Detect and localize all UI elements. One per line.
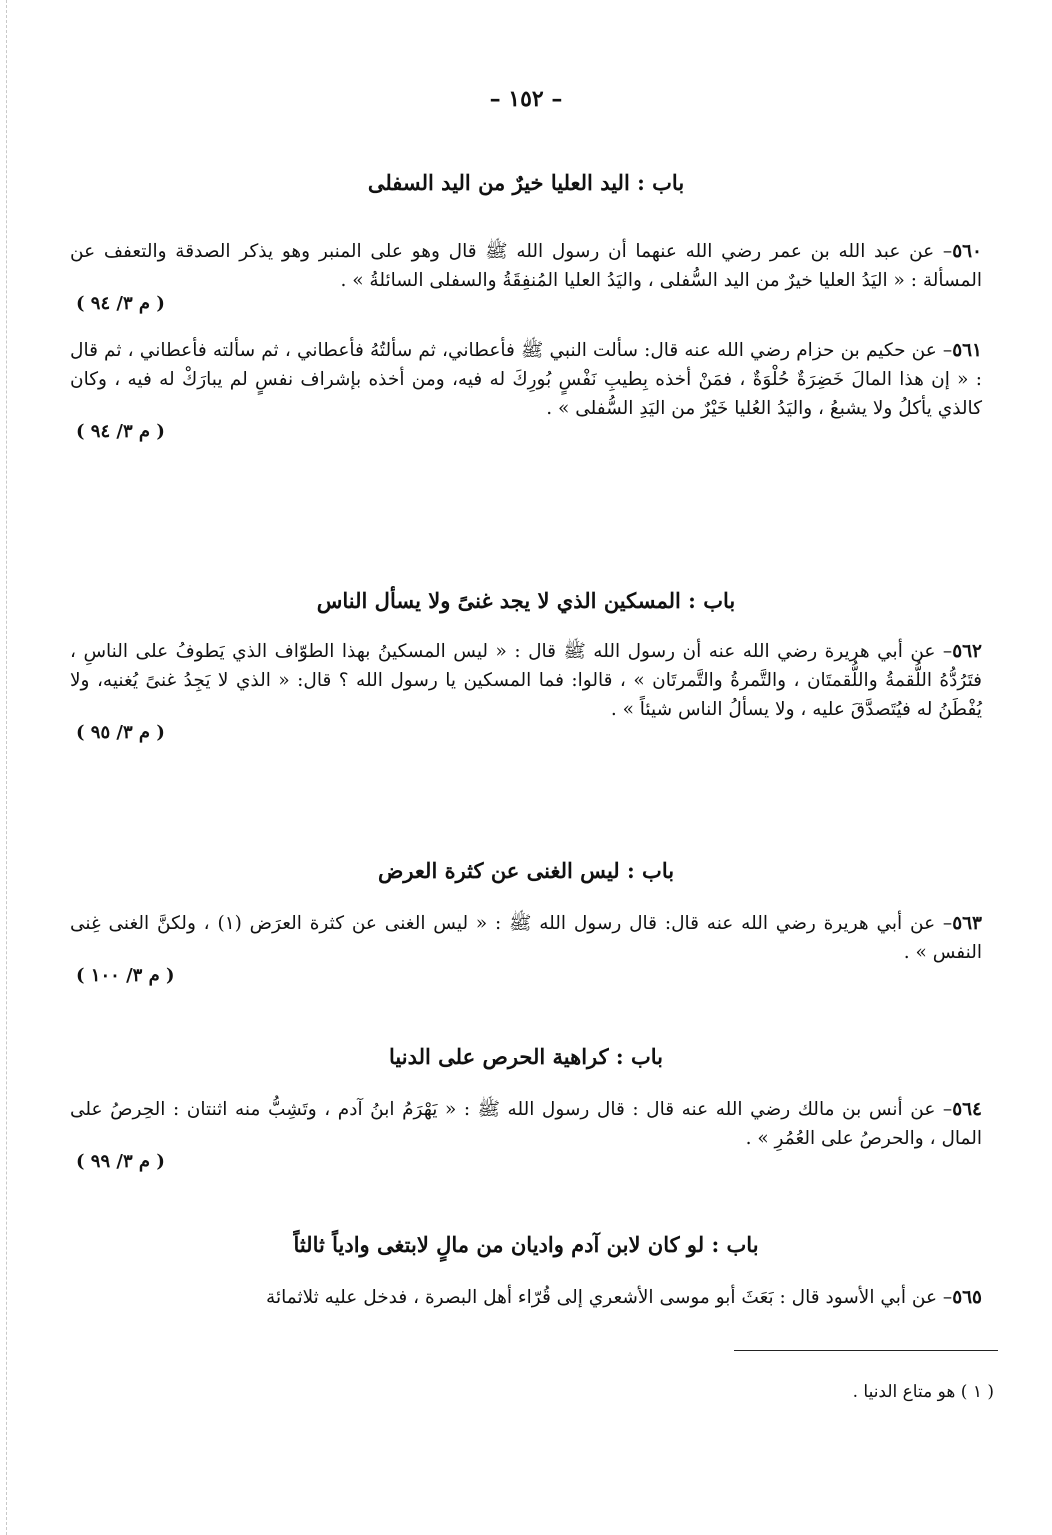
scan-edge — [6, 0, 7, 1535]
hadith-562 — [70, 637, 982, 724]
hadith-reference: ( م ٣/ ٩٩ ) — [76, 1151, 165, 1172]
hadith-number: ٥٦٤ — [952, 1099, 982, 1120]
chapter-3 — [70, 858, 982, 986]
hadith-561 — [70, 336, 982, 423]
hadith-560 — [70, 237, 982, 295]
chapter-1 — [70, 170, 982, 442]
hadith-text: – عن أبي هريرة رضي الله عنه أن رسول الله ﷺ قال : « ليس المسكينُ بهذا الطوّاف الذي يَطوفُ على الناسِ ، فتَرُدُّهُ اللُّقمةُ واللُّقمتَان ، والتَّمرةُ والتَّمرتَان » ، قالوا: فما المسكين يا رسول الله ؟ قال: « الذي لا يَجِدُ غنىً يُغنيه، ولا يُفْطَنُ له فيُتَصدَّقَ عليه ، ولا يسألُ الناس شيئاً » . — [70, 641, 982, 720]
hadith-reference: ( م ٣/ ٩٤ ) — [76, 421, 165, 442]
hadith-565 — [70, 1283, 982, 1312]
hadith-text: – عن أبي الأسود قال : بَعَثَ أبو موسى الأشعري إلى قُرّاء أهل البصرة ، فدخل عليه ثلاثمائة — [266, 1287, 953, 1308]
hadith-number: ٥٦٢ — [952, 641, 982, 662]
page-number: – ١٥٢ – — [489, 86, 563, 112]
chapter-title: باب : ليس الغنى عن كثرة العرض — [377, 858, 675, 883]
book-page — [70, 0, 994, 1535]
chapter-title: باب : المسكين الذي لا يجد غنىً ولا يسأل الناس — [316, 588, 736, 613]
hadith-reference: ( م ٣/ ٩٤ ) — [76, 293, 165, 314]
footnote-divider — [734, 1350, 998, 1351]
hadith-number: ٥٦٠ — [952, 241, 982, 262]
footnote: ( ١ ) هو متاع الدنيا . — [852, 1382, 994, 1402]
chapter-title: باب : اليد العليا خيرٌ من اليد السفلى — [367, 170, 685, 195]
chapter-title: باب : لو كان لابن آدم واديان من مالٍ لابتغى وادياً ثالثاً — [293, 1232, 759, 1257]
hadith-text: – عن عبد الله بن عمر رضي الله عنهما أن رسول الله ﷺ قال وهو على المنبر وهو يذكر الصدقة والتعفف عن المسألة : « اليَدُ العليا خيرٌ من اليد السُّفلى ، واليَدُ العليا المُنفِقَةُ والسفلى السائلةُ » . — [70, 241, 982, 291]
hadith-text: – عن أنس بن مالك رضي الله عنه قال : قال رسول الله ﷺ : « يَهْرَمُ ابنُ آدم ، وتَشِبُّ منه اثنتان : الحِرصُ على المال ، والحرصُ على العُمُرِ » . — [70, 1099, 982, 1149]
chapter-5 — [70, 1232, 982, 1312]
chapter-2 — [70, 588, 982, 743]
hadith-text: – عن حكيم بن حزام رضي الله عنه قال: سألت النبي ﷺ فأعطاني، ثم سألتُهُ فأعطاني ، ثم سألته فأعطاني ، ثم قال : « إن هذا المالَ خَضِرَةٌ حُلْوَةٌ ، فمَنْ أخذه بِطيبِ نَفْسٍ بُورِكَ له فيه، ومن أخذه بإشراف نفسٍ لم يبارَكْ له فيه ، وكان كالذي يأكلُ ولا يشبعُ ، واليَدُ العُليا خَيْرٌ من اليَدِ السُّفلى » . — [70, 340, 982, 419]
hadith-564 — [70, 1095, 982, 1153]
hadith-number: ٥٦١ — [952, 340, 982, 361]
chapter-4 — [70, 1044, 982, 1172]
hadith-reference: ( م ٣/ ٩٥ ) — [76, 722, 165, 743]
hadith-number: ٥٦٥ — [952, 1287, 982, 1308]
hadith-reference: ( م ٣/ ١٠٠ ) — [76, 965, 175, 986]
hadith-563 — [70, 909, 982, 967]
hadith-text: – عن أبي هريرة رضي الله عنه قال: قال رسول الله ﷺ : « ليس الغنى عن كثرة العرَض (١) ، ولكنَّ الغنى غِنى النفس » . — [70, 913, 982, 963]
chapter-title: باب : كراهية الحرص على الدنيا — [389, 1044, 663, 1069]
hadith-number: ٥٦٣ — [952, 913, 982, 934]
